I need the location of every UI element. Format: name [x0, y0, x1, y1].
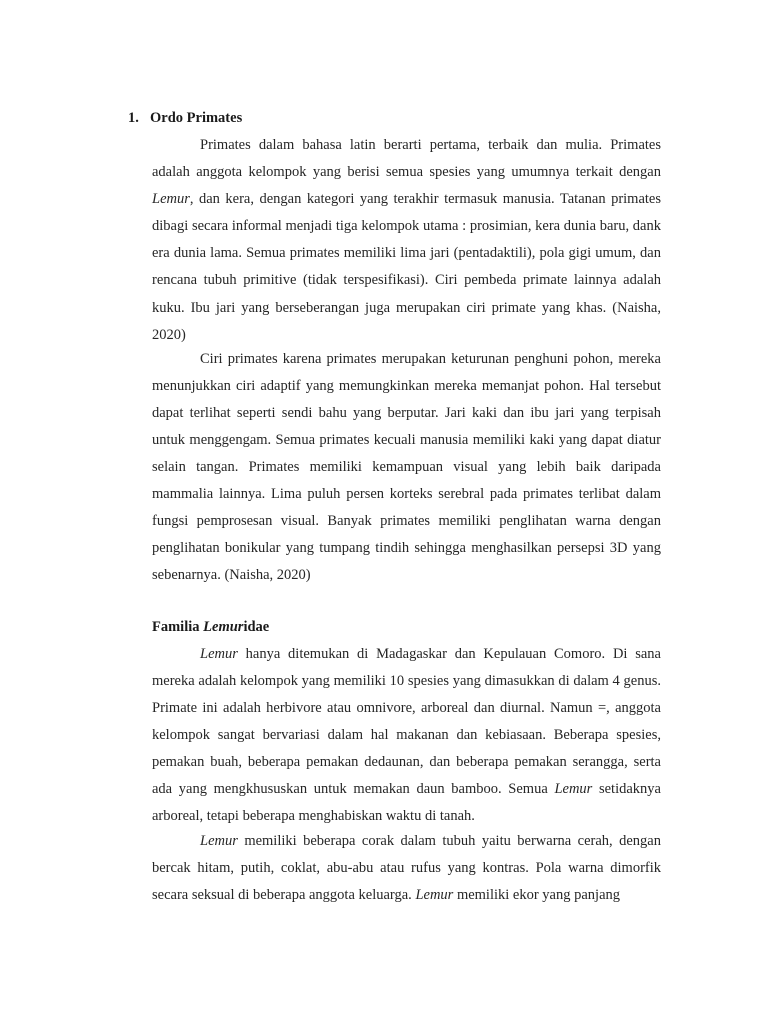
italic-term: Lemur — [203, 619, 244, 635]
section-heading-familia-lemuridae — [152, 617, 269, 637]
section-number: 1. — [128, 110, 139, 126]
paragraph-lemur-appearance — [152, 828, 661, 909]
paragraph-text: Lemur hanya ditemukan di Madagaskar dan Kepulauan Comoro. Di sana mereka adalah kelompok yang memiliki 10 spesies yang dimasukkan di dalam 4 genus. Primate ini adalah herbivore atau omnivore, arboreal dan diurnal. Namun =, anggota kelompok sangat bervariasi dalam hal makanan dan kebiasaan. Beberapa spesies, pemakan buah, beberapa pemakan dedaunan, dan beberapa pemakan serangga, serta ada yang mengkhususkan untuk memakan daun bamboo. Semua Lemur setidaknya arboreal, tetapi beberapa menghabiskan waktu di tanah. — [152, 646, 661, 824]
italic-term: Lemur — [200, 646, 238, 662]
section-title: Ordo Primates — [150, 110, 243, 126]
section-heading-ordo-primates — [128, 108, 242, 128]
italic-term: Lemur — [415, 887, 454, 903]
paragraph-text: Lemur memiliki beberapa corak dalam tubuh yaitu berwarna cerah, dengan bercak hitam, putih, coklat, abu-abu atau rufus yang kontras. Pola warna dimorfik secara seksual di beberapa anggota keluarga. Lemur memiliki ekor yang panjang — [152, 833, 661, 903]
section-title: Familia Lemuridae — [152, 619, 270, 635]
paragraph-primates-traits — [152, 346, 661, 589]
italic-term: Lemur — [152, 191, 190, 208]
paragraph-lemur-habitat — [152, 641, 661, 830]
italic-term: Lemur — [200, 833, 238, 849]
paragraph-text: Primates dalam bahasa latin berarti pertama, terbaik dan mulia. Primates adalah anggota kelompok yang berisi semua spesies yang umumnya terkait dengan Lemur, dan kera, dengan kategori yang terakhir termasuk manusia. Tatanan primates dibagi secara informal menjadi tiga kelompok utama : prosimian, kera dunia baru, dank era dunia lama. Semua primates memiliki lima jari (pentadaktili), pola gigi umum, dan rencana tubuh primitive (tidak terspesifikasi). Ciri pembeda primate lainnya adalah kuku. Ibu jari yang berseberangan juga merupakan ciri primate yang khas. (Naisha, 2020) — [152, 137, 661, 343]
paragraph-primates-definition — [152, 132, 661, 349]
paragraph-text: Ciri primates karena primates merupakan keturunan penghuni pohon, mereka menunjukkan ciri adaptif yang memungkinkan mereka memanjat pohon. Hal tersebut dapat terlihat seperti sendi bahu yang berputar. Jari kaki dan ibu jari yang terpisah untuk menggengam. Semua primates kecuali manusia memiliki kaki yang dapat diatur selain tangan. Primates memiliki kemampuan visual yang lebih baik daripada mammalia lainnya. Lima puluh persen korteks serebral pada primates terlibat dalam fungsi pemprosesan visual. Banyak primates memiliki penglihatan warna dengan penglihatan bonikular yang tumpang tindih sehingga menghasilkan persepsi 3D yang sebenarnya. (Naisha, 2020) — [152, 351, 661, 583]
italic-term: Lemur — [554, 781, 593, 797]
